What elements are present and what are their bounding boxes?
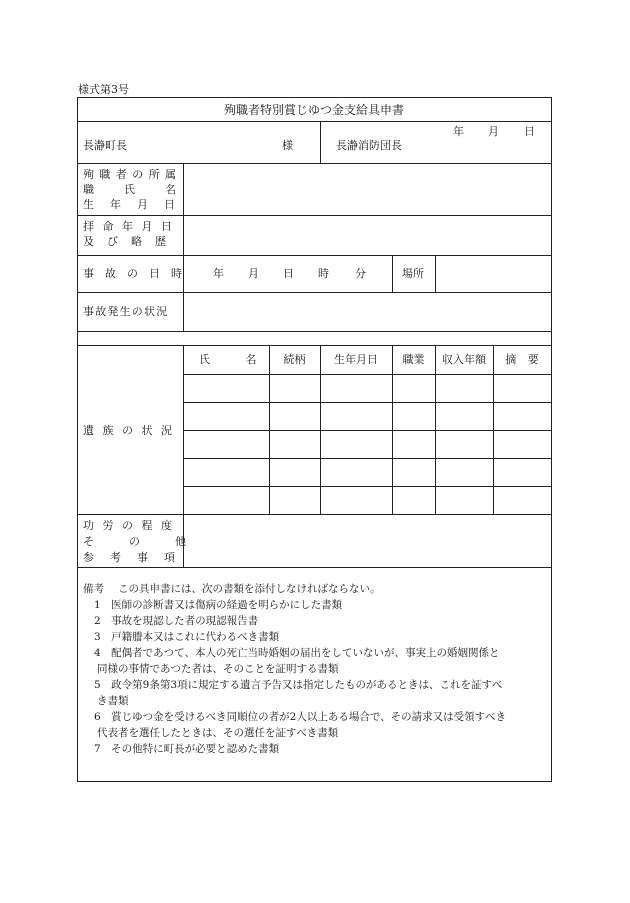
recipient-honorific: 様 xyxy=(282,139,293,152)
place-label: 場所 xyxy=(402,267,424,280)
note-item-continued: き書類 xyxy=(97,695,129,707)
divider xyxy=(435,255,436,292)
divider xyxy=(183,374,551,375)
incident-situation-label: 事故発生の状況 xyxy=(83,305,169,318)
note-item: 4 配偶者であつて、本人の死亡当時婚姻の届出をしていないが、事実上の婚姻関係と xyxy=(94,647,500,659)
family-header-name: 氏 名 xyxy=(199,353,273,366)
notes-intro: この具申書には、次の書類を添付しなければならない。 xyxy=(118,583,381,595)
birthdate-label xyxy=(83,198,191,211)
divider xyxy=(392,345,393,514)
incident-unit-year: 年 xyxy=(213,267,224,280)
name-label xyxy=(83,183,206,196)
divider xyxy=(77,292,551,293)
incident-unit-minute: 分 xyxy=(355,267,366,280)
divider xyxy=(183,486,551,487)
merit-label: 功労の程度 xyxy=(83,519,181,532)
incident-unit-day: 日 xyxy=(283,267,294,280)
other-label: その他 xyxy=(83,535,221,548)
note-item: 3 戸籍謄本又はこれに代わるべき書類 xyxy=(94,631,280,643)
divider xyxy=(183,430,551,431)
note-item-continued: 代表者を選任したときは、その選任を証すべき書類 xyxy=(97,727,339,739)
recipient-name: 長瀞町長 xyxy=(83,139,127,152)
affiliation-label: 殉職者の所属 xyxy=(83,168,182,181)
note-item: 2 事故を現認した者の現認報告書 xyxy=(94,615,259,627)
divider xyxy=(320,121,321,163)
notes-heading: 備考 xyxy=(83,583,104,595)
divider xyxy=(77,331,551,332)
appointment-label: 拝命年月日 xyxy=(83,220,181,233)
career-label: 及び略歴 xyxy=(83,235,179,248)
form-title: 殉職者特別賞じゆつ金支給具申書 xyxy=(223,103,404,117)
divider xyxy=(77,163,551,164)
divider xyxy=(183,402,551,403)
note-item-continued: 同様の事情であつた者は、そのことを証明する書類 xyxy=(97,663,339,675)
note-item: 1 医師の診断書又は傷病の経過を明らかにした書類 xyxy=(94,599,343,611)
date-day: 日 xyxy=(524,125,535,138)
divider xyxy=(77,215,551,216)
divider xyxy=(77,121,551,122)
divider xyxy=(77,567,551,568)
birthdate-label-text: 生年月日 xyxy=(83,198,191,211)
family-status-label: 遺族の状況 xyxy=(83,424,181,437)
divider xyxy=(183,458,551,459)
note-item: 7 その他特に町長が必要と認めた書類 xyxy=(94,743,280,755)
incident-unit-month: 月 xyxy=(248,267,259,280)
divider xyxy=(77,255,551,256)
divider xyxy=(77,345,551,346)
family-header-remarks: 摘 要 xyxy=(505,353,543,366)
family-header-birthdate: 生年月日 xyxy=(334,353,378,366)
divider xyxy=(269,345,270,514)
reference-label: 参考事項 xyxy=(83,551,191,564)
divider xyxy=(392,255,393,292)
family-header-income: 収入年額 xyxy=(442,353,486,366)
note-item: 5 政令第9条第3項に規定する遺言予告又は指定したものがあるときは、これを証すべ xyxy=(94,679,503,691)
divider xyxy=(435,345,436,514)
applicant-name: 長瀞消防団長 xyxy=(336,139,402,152)
date-year: 年 xyxy=(453,125,464,138)
incident-date-label: 事故の日時 xyxy=(83,267,193,280)
form-number: 様式第3号 xyxy=(78,83,129,96)
incident-unit-hour: 時 xyxy=(318,267,329,280)
divider xyxy=(493,345,494,514)
name-label-text: 職氏名 xyxy=(83,183,206,196)
family-header-relation: 続柄 xyxy=(283,353,306,366)
divider xyxy=(320,345,321,514)
divider xyxy=(77,514,551,515)
family-header-occupation: 職業 xyxy=(402,353,425,366)
note-item: 6 賞じゆつ金を受けるべき同順位の者が2人以上ある場合で、その請求又は受領すべき xyxy=(94,711,506,723)
date-month: 月 xyxy=(488,125,499,138)
divider xyxy=(183,345,184,567)
